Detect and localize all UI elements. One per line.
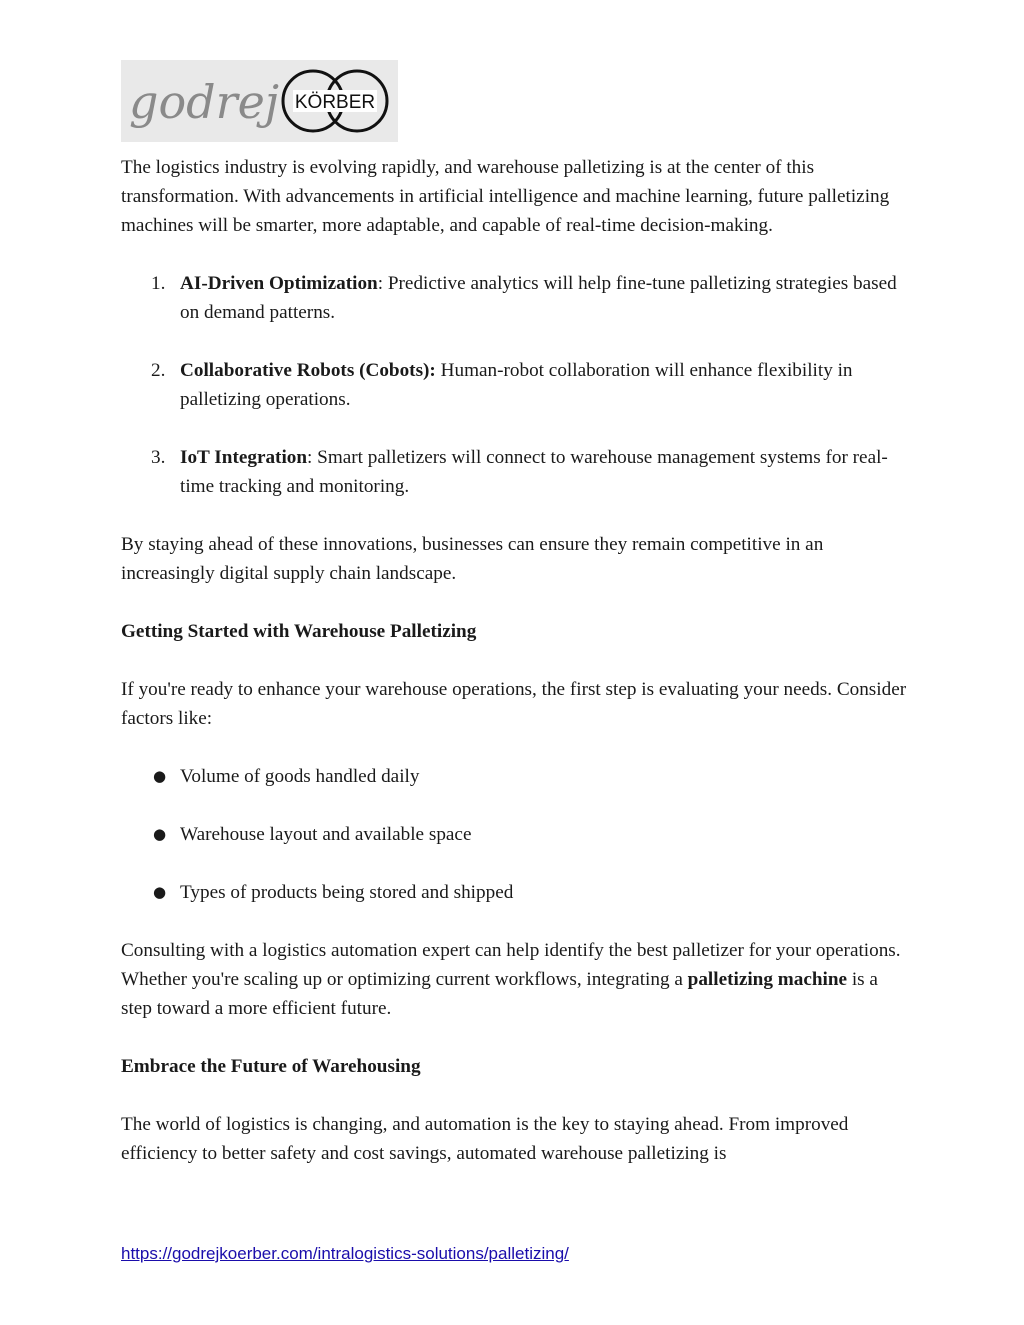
trend-title: AI-Driven Optimization: [180, 273, 378, 294]
korber-wordmark: KÖRBER: [294, 92, 376, 113]
trend-text: : Predictive analytics will help fine-tune palletizing strategies based on demand patterns.: [180, 273, 897, 323]
godrej-korber-logo: [121, 60, 398, 142]
list-item: [121, 356, 911, 414]
company-logo: [121, 60, 398, 142]
trend-title: IoT Integration: [180, 447, 308, 468]
factors-list: [121, 762, 911, 907]
bullet-text: Types of products being stored and shipped: [180, 882, 514, 903]
bullet-text: Warehouse layout and available space: [180, 824, 472, 845]
bullet-icon: ●: [153, 883, 167, 901]
trend-text: : Smart palletizers will connect to warehouse management systems for real-time tracking and monitoring.: [180, 447, 888, 497]
section-heading-embrace-future: Embrace the Future of Warehousing: [121, 1056, 421, 1077]
consulting-text-start: Consulting with a logistics automation expert can help identify the best palletizer for your operations. Whether you're scaling up or optimizing current workflows, integrating a: [121, 940, 901, 990]
list-item: [121, 878, 911, 907]
list-item: [121, 820, 911, 849]
bullet-icon: ●: [153, 825, 167, 843]
needs-paragraph: If you're ready to enhance your warehouse operations, the first step is evaluating your needs. Consider factors like:: [121, 679, 907, 729]
list-number: 2.: [151, 360, 166, 381]
list-number: 3.: [151, 447, 166, 468]
document-body: [121, 153, 911, 1168]
ahead-paragraph: By staying ahead of these innovations, businesses can ensure they remain competitive in an increasingly digital supply chain landscape.: [121, 534, 824, 584]
future-trends-list: [121, 269, 911, 501]
bullet-icon: ●: [153, 767, 167, 785]
intro-paragraph: The logistics industry is evolving rapidly, and warehouse palletizing is at the center of this transformation. With advancements in artificial intelligence and machine learning, future palletizing machines will be smarter, more adaptable, and capable of real-time decision-making.: [121, 157, 890, 236]
trend-text: Human-robot collaboration will enhance flexibility in palletizing operations.: [180, 360, 853, 410]
list-item: [121, 443, 911, 501]
palletizing-machine-keyword: palletizing machine: [687, 969, 848, 990]
list-item: [121, 269, 911, 327]
closing-paragraph: The world of logistics is changing, and automation is the key to staying ahead. From improved efficiency to better safety and cost savings, automated warehouse palletizing is: [121, 1114, 849, 1164]
consulting-paragraph: [121, 936, 911, 1023]
list-number: 1.: [151, 273, 166, 294]
bullet-text: Volume of goods handled daily: [180, 766, 420, 787]
godrej-wordmark: godrej: [129, 75, 280, 129]
trend-title: Collaborative Robots (Cobots):: [180, 360, 436, 381]
footer-url-link[interactable]: https://godrejkoerber.com/intralogistics-solutions/palletizing/: [121, 1244, 569, 1263]
consulting-text-end: is a step toward a more efficient future.: [121, 969, 878, 1019]
list-item: [121, 762, 911, 791]
section-heading-getting-started: Getting Started with Warehouse Palletizing: [121, 621, 477, 642]
